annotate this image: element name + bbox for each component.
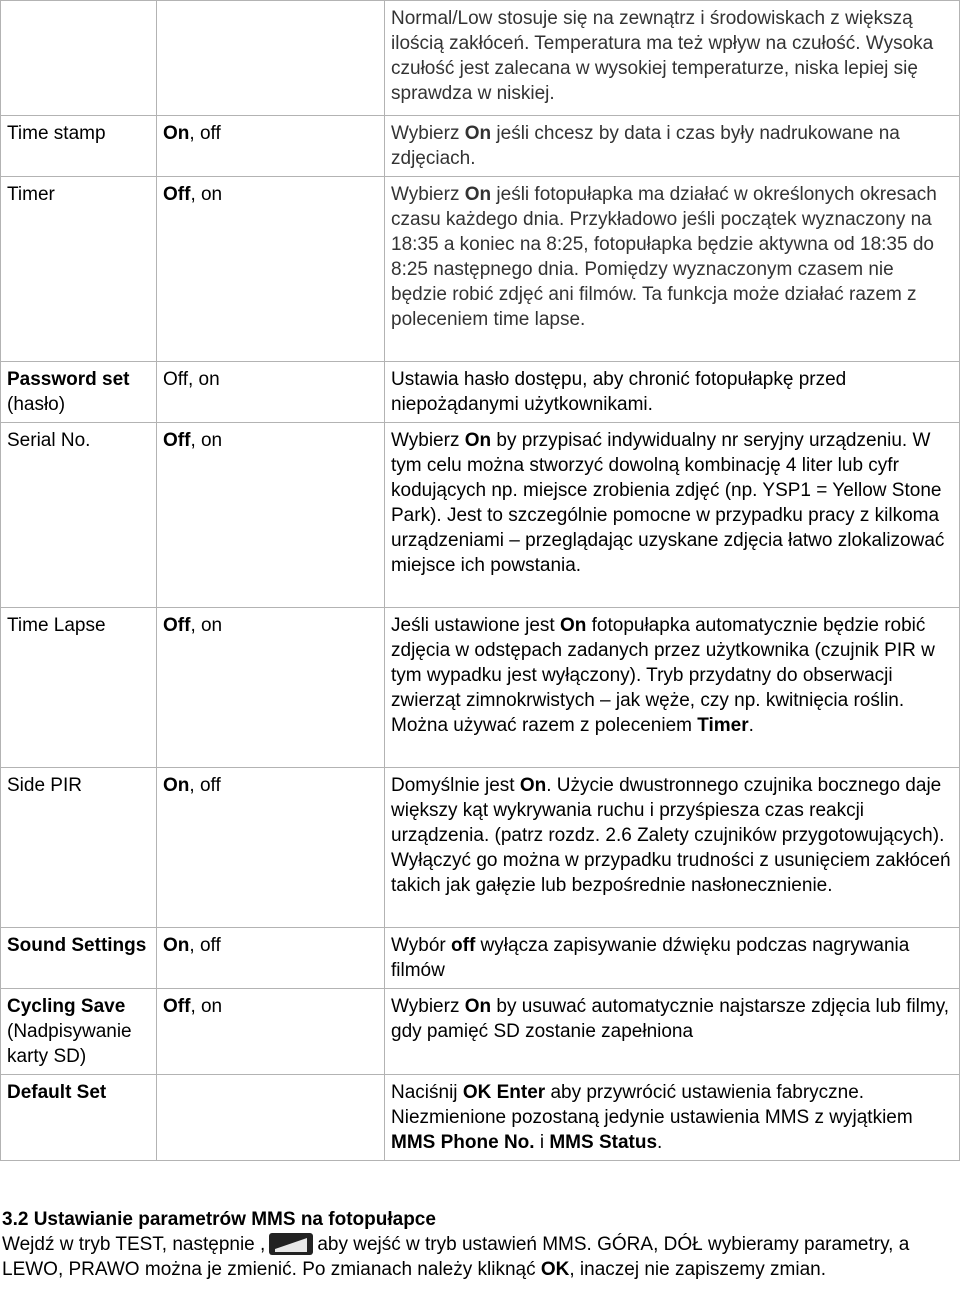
- description-text: .: [748, 715, 754, 736]
- setting-name: [1, 608, 157, 768]
- description-keyword: On: [519, 775, 547, 796]
- paragraph-text: Wejdź w tryb TEST, następnie ,: [2, 1234, 266, 1255]
- setting-values: [157, 1075, 385, 1161]
- setting-values: [157, 989, 385, 1075]
- setting-name-text: Serial No.: [7, 430, 91, 451]
- setting-values: [157, 768, 385, 928]
- setting-values: [157, 608, 385, 768]
- setting-description: [385, 608, 960, 768]
- table-row: [1, 1, 960, 116]
- description-text: Wybierz: [391, 996, 465, 1017]
- description-text: Naciśnij: [391, 1082, 463, 1103]
- description-keyword: MMS Status: [549, 1132, 658, 1153]
- setting-name-subtext: (Nadpisywanie karty SD): [7, 1021, 132, 1067]
- setting-values: [157, 116, 385, 177]
- description-keyword: On: [464, 996, 492, 1017]
- table-row: [1, 608, 960, 768]
- setting-values: [157, 177, 385, 362]
- setting-description: [385, 1, 960, 116]
- other-values: , off: [189, 935, 221, 956]
- description-keyword: On: [464, 184, 492, 205]
- description-keyword: Timer: [697, 715, 749, 736]
- setting-values-text: Off, on: [163, 369, 220, 390]
- description-keyword: OK Enter: [462, 1082, 546, 1103]
- setting-description: [385, 928, 960, 989]
- other-values: , off: [189, 123, 221, 144]
- paragraph-text: aby wejść w tryb ustawień MMS. GÓRA, DÓŁ wybieramy parametry, a LEWO, PRAWO można je zmienić. Po zmianach należy kliknąć: [2, 1234, 910, 1280]
- description-keyword: MMS Phone No.: [391, 1132, 535, 1153]
- other-values: , on: [190, 184, 223, 205]
- left-arrow-button-icon: [269, 1233, 313, 1255]
- paragraph-keyword: OK: [540, 1259, 570, 1280]
- description-text: by usuwać automatycznie najstarsze zdjęcia lub filmy, gdy pamięć SD zostanie zapełniona: [391, 996, 950, 1042]
- setting-values: [157, 928, 385, 989]
- setting-name-subtext: (hasło): [7, 394, 66, 415]
- setting-description: [385, 989, 960, 1075]
- default-value: Off: [163, 184, 191, 205]
- setting-name: [1, 423, 157, 608]
- description-keyword: off: [451, 935, 476, 956]
- description-text: Ustawia hasło dostępu, aby chronić fotopułapkę przed niepożądanymi użytkownikami.: [391, 369, 847, 415]
- default-value: On: [163, 935, 190, 956]
- setting-name-text: Default Set: [7, 1082, 107, 1103]
- setting-name: [1, 116, 157, 177]
- setting-description: [385, 177, 960, 362]
- setting-name-text: Time stamp: [7, 123, 106, 144]
- description-text: Wybór: [391, 935, 452, 956]
- setting-name-text: Cycling Save: [7, 996, 126, 1017]
- other-values: , on: [190, 615, 223, 636]
- setting-description: [385, 1075, 960, 1161]
- description-keyword: On: [464, 123, 492, 144]
- table-row: [1, 768, 960, 928]
- setting-name-text: Side PIR: [7, 775, 82, 796]
- table-row: [1, 362, 960, 423]
- description-text: .: [657, 1132, 663, 1153]
- setting-name: [1, 768, 157, 928]
- setting-name-text: Sound Settings: [7, 935, 147, 956]
- description-text: i: [534, 1132, 550, 1153]
- setting-name: [1, 1, 157, 116]
- setting-name: [1, 177, 157, 362]
- setting-name-text: Timer: [7, 184, 55, 205]
- setting-description: [385, 768, 960, 928]
- default-value: Off: [163, 430, 191, 451]
- paragraph-text: , inaczej nie zapiszemy zmian.: [569, 1259, 826, 1280]
- table-row: [1, 989, 960, 1075]
- other-values: , on: [190, 996, 223, 1017]
- table-row: [1, 928, 960, 989]
- setting-values: [157, 423, 385, 608]
- other-values: , off: [189, 775, 221, 796]
- table-row: [1, 177, 960, 362]
- section-heading: 3.2 Ustawianie parametrów MMS na fotopułapce: [2, 1209, 436, 1230]
- table-row: [1, 423, 960, 608]
- description-text: Normal/Low stosuje się na zewnątrz i środowiskach z większą ilością zakłóceń. Temperatura ma też wpływ na czułość. Wysoka czułość jest zalecana w wysokiej temperaturze, niska lepiej się sprawdza w niskiej.: [391, 8, 934, 104]
- setting-name-text: Time Lapse: [7, 615, 106, 636]
- description-text: Wybierz: [391, 123, 465, 144]
- table-row: [1, 116, 960, 177]
- setting-description: [385, 362, 960, 423]
- description-keyword: On: [464, 430, 492, 451]
- default-value: On: [163, 775, 190, 796]
- default-value: Off: [163, 996, 191, 1017]
- setting-description: [385, 423, 960, 608]
- setting-values: [157, 1, 385, 116]
- section-paragraph: [2, 1232, 952, 1282]
- description-text: . Użycie dwustronnego czujnika bocznego daje większy kąt wykrywania ruchu i przyśpiesza czas reakcji urządzenia. (patrz rozdz. 2.6 Zalety czujników przygotowujących). Wyłączyć go można w przypadku trudności z usunięciem zakłóceń takich jak gałęzie lub bezpośrednie nasłonecznienie.: [391, 775, 951, 896]
- default-value: On: [163, 123, 190, 144]
- setting-name: [1, 928, 157, 989]
- setting-name: [1, 362, 157, 423]
- description-text: Wybierz: [391, 430, 465, 451]
- description-text: aby przywrócić ustawienia fabryczne. Niezmienione pozostaną jedynie ustawienia MMS z wyjątkiem: [391, 1082, 913, 1128]
- other-values: , on: [190, 430, 223, 451]
- description-keyword: On: [559, 615, 587, 636]
- setting-values: [157, 362, 385, 423]
- description-text: Wybierz: [391, 184, 465, 205]
- description-text: jeśli chcesz by data i czas były nadrukowane na zdjęciach.: [391, 123, 900, 169]
- setting-description: [385, 116, 960, 177]
- description-text: Domyślnie jest: [391, 775, 520, 796]
- setting-name: [1, 989, 157, 1075]
- mms-section: [2, 1207, 952, 1282]
- table-row: [1, 1075, 960, 1161]
- setting-name: [1, 1075, 157, 1161]
- description-text: jeśli fotopułapka ma działać w określonych okresach czasu każdego dnia. Przykładowo jeśli początek wyznaczony na 18:35 a koniec na 8:25, fotopułapka będzie aktywna od 18:35 do 8:25 następnego dnia. Pomiędzy wyznaczonym czasem nie będzie robić zdjęć ani filmów. Ta funkcja może działać razem z poleceniem time lapse.: [391, 184, 937, 330]
- default-value: Off: [163, 615, 191, 636]
- description-text: Jeśli ustawione jest: [391, 615, 560, 636]
- description-text: wyłącza zapisywanie dźwięku podczas nagrywania filmów: [391, 935, 910, 981]
- description-text: by przypisać indywidualny nr seryjny urządzeniu. W tym celu można stworzyć dowolną kombinację 4 liter lub cyfr kodujących np. miejsce zrobienia zdjęć (np. YSP1 = Yellow Stone Park). Jest to szczególnie pomocne w przypadku pracy z kilkoma urządzeniami – przeglądając uzyskane zdjęcia łatwo zlokalizować miejsce ich powstania.: [391, 430, 945, 576]
- setting-name-text: Password set: [7, 369, 130, 390]
- description-text: fotopułapka automatycznie będzie robić zdjęcia w odstępach zadanych przez użytkownika (czujnik PIR w tym wypadku jest wyłączony). Tryb przydatny do obserwacji zwierząt zimnokrwistych – jak węże, czy np. kwitnięcia roślin. Można używać razem z poleceniem: [391, 615, 935, 736]
